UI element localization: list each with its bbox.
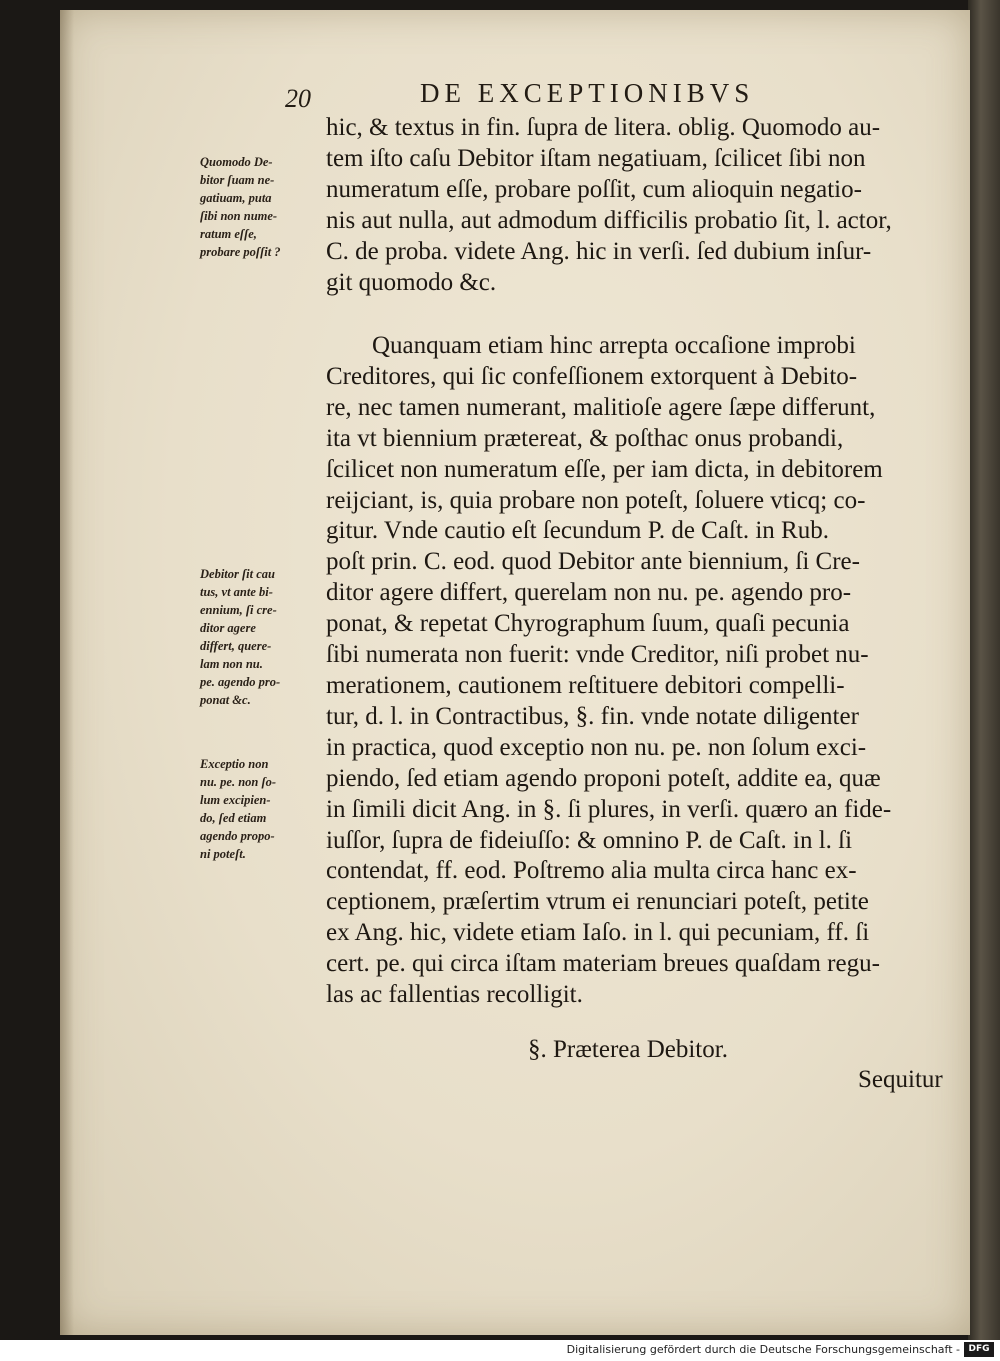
text-line: gitur. Vnde cautio eſt ſecundum P. de Caſt. in Rub.: [326, 517, 829, 545]
digitization-footer: [0, 1340, 1000, 1361]
scan-edge-strip: [968, 0, 1000, 1340]
page-number: 20: [285, 84, 311, 113]
text-line: Creditores, qui ſic confeſſionem extorquent à Debito-: [326, 362, 858, 390]
catchword: Sequitur: [858, 1066, 943, 1093]
text-line: git quomodo &c.: [326, 268, 497, 296]
running-title: DE EXCEPTIONIBVS: [420, 78, 755, 108]
text-line: numeratum eſſe, probare poſſit, cum alioquin negatio-: [326, 175, 862, 203]
paragraph-continuation: [326, 113, 960, 298]
text-line: reijciant, is, quia probare non poteſt, ſoluere vticq; co-: [326, 486, 866, 514]
text-line: las ac fallentias recolligit.: [326, 981, 583, 1009]
text-line: contendat, ff. eod. Poſtremo alia multa circa hanc ex-: [326, 857, 857, 885]
text-line: ditor agere differt, querelam non nu. pe. agendo pro-: [326, 579, 852, 607]
text-line: ſibi numerata non fuerit: vnde Creditor, niſi probet nu-: [326, 641, 869, 669]
text-line: in ſimili dicit Ang. in §. ſi plures, in verſi. quæro an fide-: [326, 795, 892, 823]
text-line: ponat, & repetat Chyrographum ſuum, quaſi pecunia: [326, 610, 850, 638]
page-header: [0, 78, 1000, 118]
page-gutter-shadow: [60, 10, 74, 1335]
text-line: cert. pe. qui circa iſtam materiam breues quaſdam regu-: [326, 950, 880, 978]
section-heading: §. Præterea Debitor.: [528, 1036, 728, 1063]
margin-note: Exceptio non nu. pe. non ſo- lum excipien- do, ſed etiam agendo propo- ni poteſt.: [200, 757, 277, 861]
text-line: ex Ang. hic, videte etiam Iaſo. in l. qui pecuniam, ff. ſi: [326, 919, 870, 947]
text-line: tur, d. l. in Contractibus, §. fin. vnde notate diligenter: [326, 702, 859, 730]
text-line: piendo, ſed etiam agendo proponi poteſt, addite ea, quæ: [326, 764, 881, 792]
text-line: re, nec tamen numerant, malitioſe agere ſæpe differunt,: [326, 393, 876, 421]
text-line: ita vt biennium prætereat, & poſthac onus probandi,: [326, 424, 844, 452]
margin-note: Quomodo De- bitor ſuam ne- gatiuam, puta ſibi non nume- ratum eſſe, probare poſſit ?: [200, 155, 281, 259]
paragraph-quanquam: [326, 331, 960, 1011]
text-line: in practica, quod exceptio non nu. pe. non ſolum exci-: [326, 733, 867, 761]
funding-credit: Digitalisierung gefördert durch die Deutsche Forschungsgemeinschaft -: [566, 1343, 960, 1356]
text-line: ceptionem, præſertim vtrum ei renunciari poteſt, petite: [326, 888, 869, 916]
text-line: iuſſor, ſupra de fideiuſſo: & omnino P. de Caſt. in l. ſi: [326, 826, 853, 854]
text-line: Quanquam etiam hinc arrepta occaſione improbi: [372, 332, 856, 359]
margin-note: Debitor ſit cau tus, vt ante bi- ennium, ſi cre- ditor agere differt, quere- lam non nu. pe. agendo pro- ponat &c.: [200, 567, 281, 707]
text-line: nis aut nulla, aut admodum difficilis probatio ſit, l. actor,: [326, 206, 892, 234]
text-line: poſt prin. C. eod. quod Debitor ante biennium, ſi Cre-: [326, 548, 860, 576]
text-line: tem iſto caſu Debitor iſtam negatiuam, ſcilicet ſibi non: [326, 144, 866, 172]
text-line: C. de proba. videte Ang. hic in verſi. ſed dubium inſur-: [326, 237, 872, 265]
dfg-logo: DFG: [964, 1342, 994, 1357]
text-line: ſcilicet non numeratum eſſe, per iam dicta, in debitorem: [326, 455, 883, 483]
text-line: hic, & textus in fin. ſupra de litera. oblig. Quomodo au-: [326, 114, 881, 141]
text-line: merationem, cautionem reſtituere debitori compelli-: [326, 671, 845, 699]
